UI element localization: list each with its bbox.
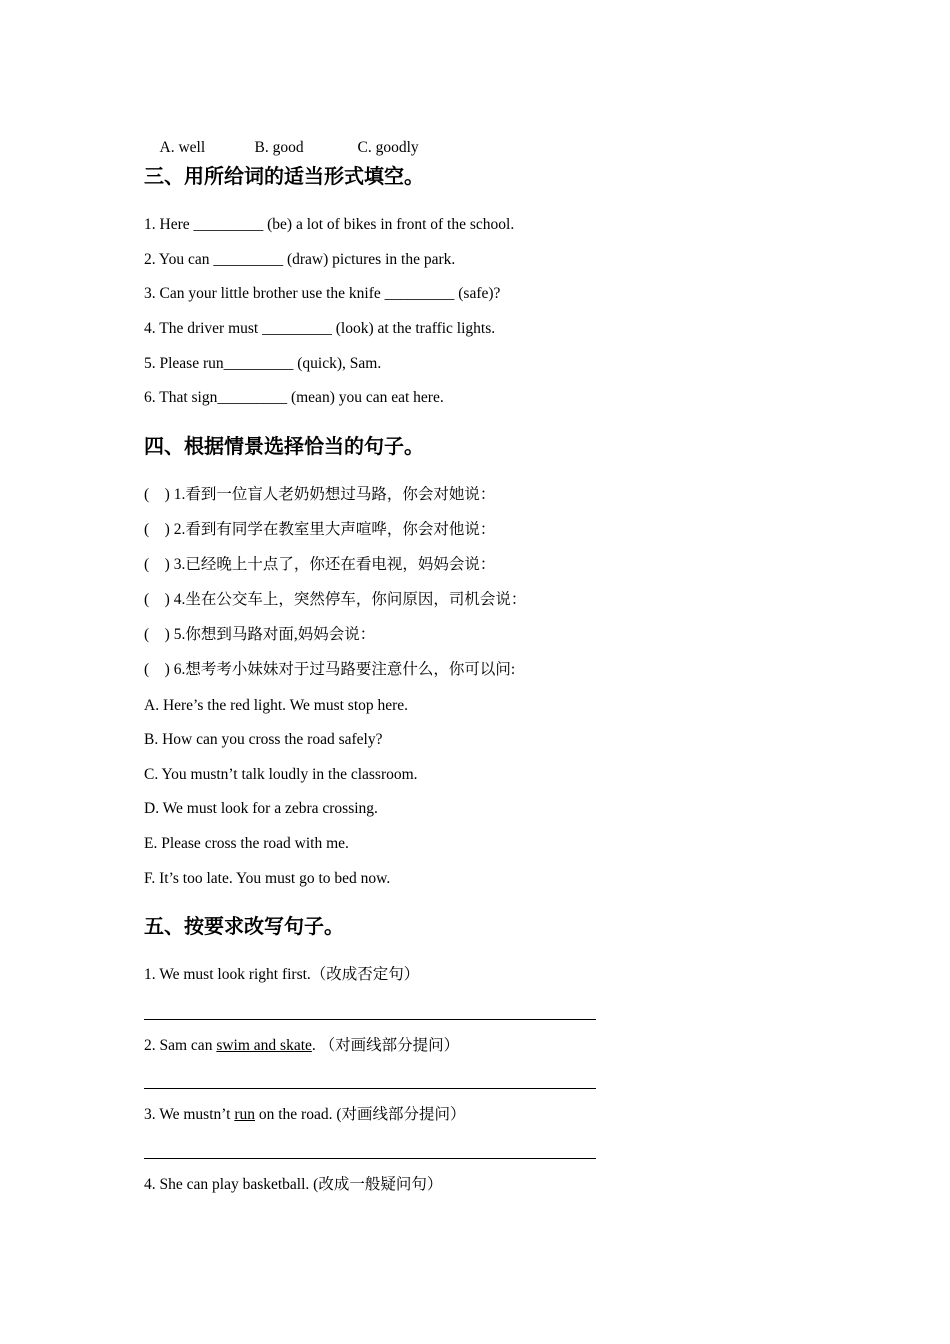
q2-text-before: 2. Sam can: [144, 1037, 217, 1054]
fill-blank-item-5: 5. Please run_________ (quick), Sam.: [144, 355, 382, 372]
rewrite-question-1: 1. We must look right first.（改成否定句）: [144, 966, 420, 983]
fill-blank-item-3: 3. Can your little brother use the knife _________ (safe)?: [144, 285, 501, 302]
q2-underlined-phrase: swim and skate: [216, 1037, 312, 1054]
fill-blank-item-4: 4. The driver must _________ (look) at the traffic lights.: [144, 320, 496, 337]
scenario-item-4: ( ) 4.坐在公交车上，突然停车，你问原因，司机会说：: [144, 591, 527, 608]
scenario-item-1: ( ) 1.看到一位盲人老奶奶想过马路，你会对她说：: [144, 486, 496, 503]
scenario-item-3: ( ) 3.已经晚上十点了，你还在看电视，妈妈会说：: [144, 556, 496, 573]
scenario-item-6: ( ) 6.想考考小妹妹对于过马路要注意什么，你可以问:: [144, 661, 516, 678]
fill-blank-item-1: 1. Here _________ (be) a lot of bikes in front of the school.: [144, 216, 515, 233]
fill-blank-item-6: 6. That sign_________ (mean) you can eat here.: [144, 389, 444, 406]
answer-option-e: E. Please cross the road with me.: [144, 835, 349, 852]
q2-text-after: . （对画线部分提问）: [311, 1037, 460, 1054]
rewrite-question-2: [144, 1036, 459, 1056]
answer-option-c: C. You mustn’t talk loudly in the classroom.: [144, 766, 418, 783]
option-a: A. well: [159, 139, 206, 156]
answer-option-b: B. How can you cross the road safely?: [144, 731, 383, 748]
section4-heading: 四、根据情景选择恰当的句子。: [144, 434, 424, 458]
answer-option-d: D. We must look for a zebra crossing.: [144, 800, 378, 817]
option-b: B. good: [254, 139, 304, 156]
q3-text-before: 3. We mustn’t: [144, 1106, 235, 1123]
scenario-item-5: ( ) 5.你想到马路对面,妈妈会说：: [144, 626, 376, 643]
answer-option-f: F. It’s too late. You must go to bed now.: [144, 870, 391, 887]
rewrite-question-4: 4. She can play basketball. (改成一般疑问句）: [144, 1176, 443, 1193]
fill-blank-item-2: 2. You can _________ (draw) pictures in the park.: [144, 251, 456, 268]
option-c: C. goodly: [357, 139, 419, 156]
section3-heading: 三、用所给词的适当形式填空。: [144, 164, 424, 188]
rewrite-question-3: [144, 1105, 466, 1125]
q3-underlined-word: run: [234, 1106, 255, 1123]
answer-option-a: A. Here’s the red light. We must stop here.: [144, 697, 409, 714]
answer-line-2[interactable]: [144, 1088, 596, 1089]
scenario-item-2: ( ) 2.看到有同学在教室里大声喧哗，你会对他说：: [144, 521, 496, 538]
section5-heading: 五、按要求改写句子。: [144, 914, 344, 938]
answer-line-3[interactable]: [144, 1158, 596, 1159]
answer-line-1[interactable]: [144, 1019, 596, 1020]
q3-text-after: on the road. (对画线部分提问）: [255, 1106, 466, 1123]
